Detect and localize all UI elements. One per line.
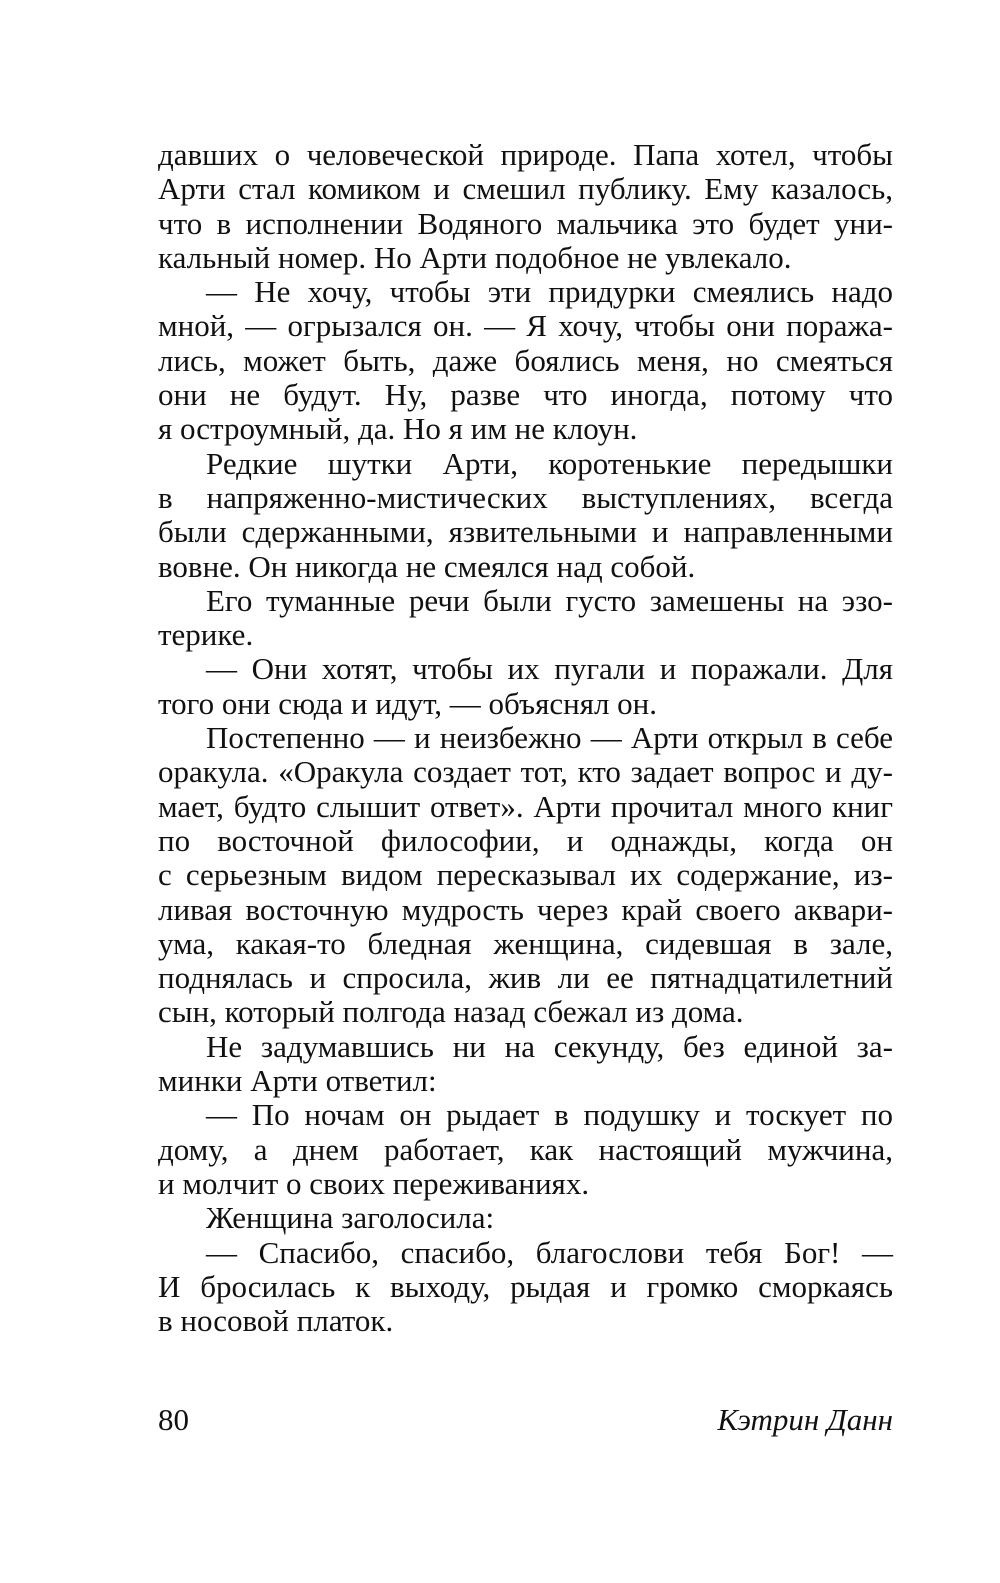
body-text	[158, 138, 893, 1338]
text-line: И бросилась к выходу, рыдая и громко сморкаясь	[158, 1268, 893, 1304]
text-line: и молчит о своих переживаниях.	[158, 1165, 590, 1201]
text-line: минки Арти ответил:	[158, 1063, 437, 1099]
text-line: что в исполнении Водяного мальчика это будет уни-	[158, 205, 893, 241]
running-footer-author: Кэтрин Данн	[717, 1402, 893, 1437]
text-line: они не будут. Ну, разве что иногда, потому что	[158, 377, 893, 413]
text-line: Его туманные речи были густо замешены на эзо-	[206, 582, 893, 618]
text-line: Женщина заголосила:	[206, 1200, 495, 1236]
text-line: были сдержанными, язвительными и направленными	[158, 514, 893, 550]
text-line: мной, — огрызался он. — Я хочу, чтобы они поража-	[158, 308, 893, 344]
text-line: оракула. «Оракула создает тот, кто задает вопрос и ду-	[158, 754, 893, 790]
text-line: лись, может быть, даже боялись меня, но смеяться	[158, 342, 893, 378]
text-line: — Они хотят, чтобы их пугали и поражали. Для	[206, 651, 893, 687]
text-line: кальный номер. Но Арти подобное не увлекало.	[158, 239, 792, 275]
text-line: Не задумавшись ни на секунду, без единой за-	[206, 1028, 893, 1064]
text-line: мает, будто слышит ответ». Арти прочитал много книг	[158, 788, 893, 824]
text-line: — Не хочу, чтобы эти придурки смеялись надо	[206, 274, 893, 310]
text-line: дому, а днем работает, как настоящий мужчина,	[158, 1131, 893, 1167]
text-line: Постепенно — и неизбежно — Арти открыл в себе	[206, 720, 893, 756]
text-line: Редкие шутки Арти, коротенькие передышки	[206, 445, 893, 481]
text-line: — По ночам он рыдает в подушку и тоскует по	[206, 1097, 893, 1133]
text-line: по восточной философии, и однажды, когда он	[158, 822, 893, 858]
text-line: я остроумный, да. Но я им не клоун.	[158, 411, 638, 447]
text-line: — Спасибо, спасибо, благослови тебя Бог! —	[206, 1234, 893, 1270]
text-line: в напряженно-мистических выступлениях, всегда	[158, 479, 893, 515]
text-line: ума, какая-то бледная женщина, сидевшая в зале,	[158, 925, 893, 961]
text-line: вовне. Он никогда не смеялся над собой.	[158, 548, 696, 584]
page-number: 80	[158, 1402, 189, 1437]
text-line: ливая восточную мудрость через край своего аквари-	[158, 891, 893, 927]
text-line: давших о человеческой природе. Папа хотел, чтобы	[158, 137, 893, 172]
text-line: того они сюда и идут, — объяснял он.	[158, 685, 658, 721]
text-line: Арти стал комиком и смешил публику. Ему казалось,	[158, 171, 893, 207]
text-line: сын, который полгода назад сбежал из дома.	[158, 994, 744, 1030]
text-line: терике.	[158, 617, 254, 653]
text-line: с серьезным видом пересказывал их содержание, из-	[158, 857, 893, 893]
text-line: поднялась и спросила, жив ли ее пятнадцатилетний	[158, 960, 893, 996]
text-line: в носовой платок.	[158, 1303, 394, 1339]
